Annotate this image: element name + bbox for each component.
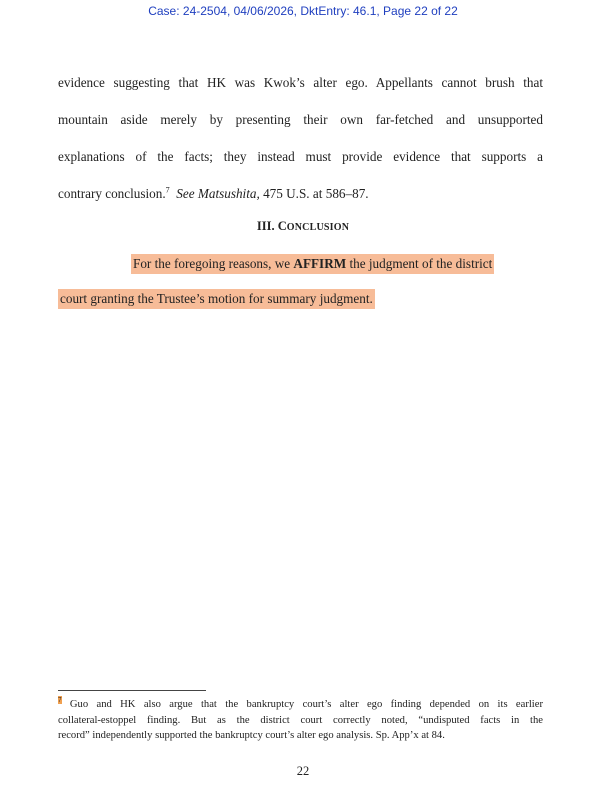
conclusion-affirm: AFFIRM [293,256,347,271]
section-title-rest: ONCLUSION [286,222,350,233]
case-header: Case: 24-2504, 04/06/2026, DktEntry: 46.1, Page 22 of 22 [148,4,458,18]
highlight-1 [131,254,494,274]
page-number: 22 [296,764,310,778]
conclusion-line-1 [131,256,494,272]
citation-signal: See Matsushita, [176,186,260,201]
section-numeral: III. [256,219,275,233]
body-line-last [58,175,543,212]
section-title-cap: C [277,219,287,233]
highlight-2: court granting the Trustee’s motion for summary judgment. [58,289,375,309]
footnote-line-last: record” independently supported the bankruptcy court’s alter ego analysis. Sp. App’x at 84. [58,730,445,741]
footnote-divider [58,690,206,691]
body-line: explanations of the facts; they instead must provide evidence that supports a [58,149,543,164]
conclusion-post: the judgment of the district [346,256,493,271]
body-paragraph [58,64,543,212]
footnote-marker: 7 [58,696,62,705]
citation-text: 475 U.S. at 586–87. [263,186,369,201]
footnote-line [58,697,543,713]
section-heading [0,219,606,234]
body-line: mountain aside merely by presenting their own far-fetched and unsupported [58,112,543,127]
footnote-reference[interactable]: 7 [165,185,170,195]
conclusion-line-2 [58,291,375,307]
footnote-line-text: Guo and HK also argue that the bankruptcy court’s alter ego finding depended on its earlier [69,699,543,710]
footnote [58,697,543,744]
footnote-line: collateral-estoppel finding. But as the district court correctly noted, “undisputed facts in the [58,714,543,726]
body-last-text: contrary conclusion. [58,186,166,201]
body-line: evidence suggesting that HK was Kwok’s alter ego. Appellants cannot brush that [58,75,543,90]
conclusion-pre: For the foregoing reasons, we [133,256,294,271]
